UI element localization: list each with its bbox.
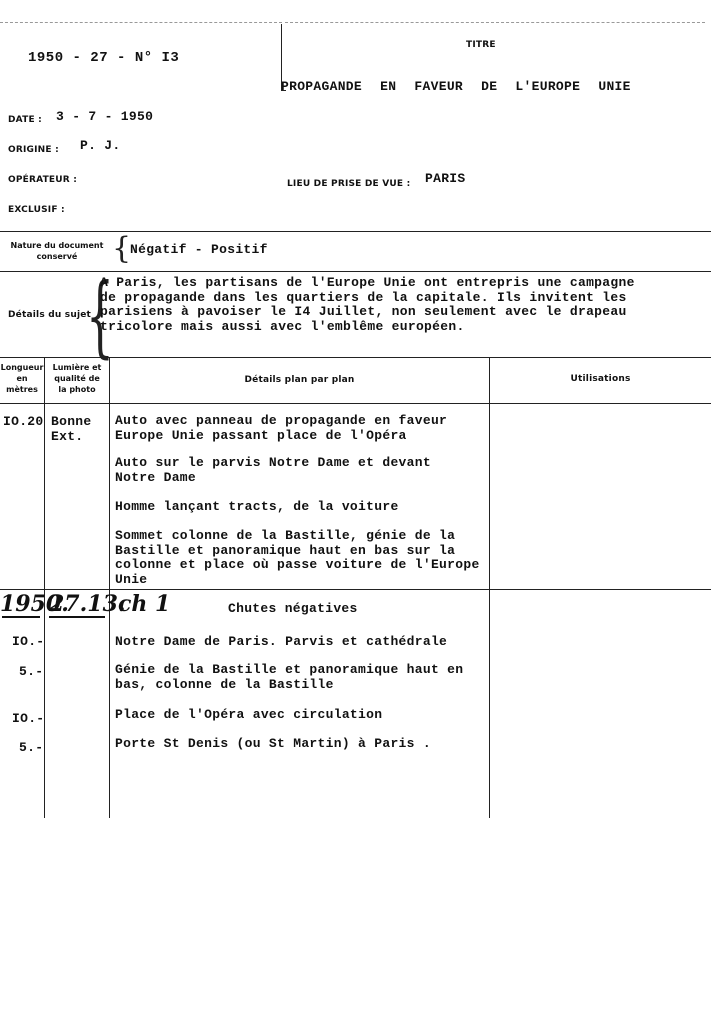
row-details bbox=[115, 737, 431, 752]
details-sujet-label: Détails du sujet bbox=[8, 310, 92, 320]
block1-line: Notre Dame bbox=[115, 469, 197, 485]
nature-label-line2: conservé bbox=[36, 252, 78, 261]
block1-line: Unie bbox=[115, 571, 148, 587]
row-line: Porte St Denis (ou St Martin) à Paris . bbox=[115, 736, 431, 751]
block1-line: Auto avec panneau de propagande en faveur bbox=[115, 413, 448, 428]
nature-brace: { bbox=[112, 231, 132, 266]
handwritten-underline bbox=[2, 616, 40, 618]
rule-nature-top bbox=[0, 231, 711, 232]
handwritten-underline bbox=[49, 616, 105, 618]
block1-lumiere-line: Ext. bbox=[51, 428, 84, 444]
handwritten-year: 1950. bbox=[0, 591, 69, 617]
block1-line: Bastille et panoramique haut en bas sur la bbox=[115, 542, 456, 558]
reference-number: 1950 - 27 - N° I3 bbox=[28, 50, 180, 66]
block1-line: Homme lançant tracts, de la voiture bbox=[115, 499, 399, 514]
header-details: Détails plan par plan bbox=[244, 375, 355, 385]
block1-lumiere-line: Bonne bbox=[51, 414, 92, 429]
nature-label bbox=[2, 240, 112, 262]
lieu-label: LIEU DE PRISE DE VUE : bbox=[287, 179, 411, 189]
block1-line: Europe Unie passant place de l'Opéra bbox=[115, 427, 407, 443]
date-label: DATE : bbox=[8, 115, 42, 125]
details-sujet-line: parisiens à pavoiser le I4 Juillet, non seulement avec le drapeau bbox=[100, 304, 627, 319]
block1-paragraph bbox=[115, 414, 447, 443]
exclusif-label: EXCLUSIF : bbox=[8, 205, 65, 215]
origine-value: P. J. bbox=[80, 138, 121, 153]
header-longueur-line: en bbox=[16, 374, 28, 383]
lieu-value: PARIS bbox=[425, 171, 466, 186]
column-rule-2 bbox=[109, 358, 110, 818]
details-sujet-line: tricolore mais aussi avec l'emblême européen. bbox=[100, 318, 465, 334]
details-sujet-brace: { bbox=[86, 264, 114, 367]
header-lumiere bbox=[45, 362, 109, 395]
row-details bbox=[115, 635, 447, 650]
header-lumiere-line: Lumière et bbox=[52, 363, 102, 372]
handwritten-number: 27.13. bbox=[49, 591, 126, 617]
rule-table-top bbox=[0, 357, 711, 358]
row-details bbox=[115, 708, 382, 723]
rule-block-separator bbox=[0, 589, 711, 590]
row-line: Génie de la Bastille et panoramique haut en bbox=[115, 662, 464, 677]
nature-label-line1: Nature du document bbox=[10, 241, 104, 250]
date-value: 3 - 7 - 1950 bbox=[56, 109, 154, 124]
header-lumiere-line: la photo bbox=[58, 385, 96, 394]
operateur-label: OPÉRATEUR : bbox=[8, 175, 78, 185]
details-sujet-text bbox=[100, 276, 635, 334]
row-line: Notre Dame de Paris. Parvis et cathédrale bbox=[115, 634, 448, 649]
origine-label: ORIGINE : bbox=[8, 145, 59, 155]
chutes-title: Chutes négatives bbox=[228, 601, 358, 616]
header-longueur-line: mètres bbox=[6, 385, 38, 394]
details-sujet-line: de propagande dans les quartiers de la capitale. Ils invitent les bbox=[100, 289, 627, 305]
block1-paragraph bbox=[115, 529, 480, 587]
block1-line: Sommet colonne de la Bastille, génie de la bbox=[115, 528, 456, 543]
top-dashed-rule bbox=[0, 22, 282, 23]
titre-value: PROPAGANDE EN FAVEUR DE L'EUROPE UNIE bbox=[281, 79, 631, 94]
block1-line: Auto sur le parvis Notre Dame et devant bbox=[115, 455, 431, 470]
header-lumiere-line: qualité de bbox=[54, 374, 100, 383]
row-longueur: IO.- bbox=[12, 634, 45, 649]
row-details bbox=[115, 663, 463, 692]
block1-paragraph bbox=[115, 500, 399, 515]
header-longueur bbox=[0, 362, 44, 395]
row-line: bas, colonne de la Bastille bbox=[115, 676, 334, 692]
block1-longueur: IO.20 bbox=[3, 414, 44, 429]
header-longueur-line: Longueur bbox=[0, 363, 44, 372]
column-rule-3 bbox=[489, 358, 490, 818]
row-longueur: IO.- bbox=[12, 711, 45, 726]
nature-value: Négatif - Positif bbox=[130, 242, 268, 257]
header-utilisations: Utilisations bbox=[570, 374, 631, 384]
top-dashed-rule-right bbox=[285, 22, 705, 23]
details-sujet-line: A Paris, les partisans de l'Europe Unie ont entrepris une campagne bbox=[100, 275, 635, 290]
titre-label: TITRE bbox=[466, 40, 496, 50]
rule-header-bottom bbox=[0, 403, 711, 404]
block1-line: colonne et place où passe voiture de l'Europe bbox=[115, 557, 480, 572]
block1-paragraph bbox=[115, 456, 431, 485]
row-longueur: 5.- bbox=[19, 664, 44, 679]
handwritten-chute: ch 1 bbox=[118, 591, 171, 617]
block1-lumiere bbox=[51, 415, 92, 444]
row-longueur: 5.- bbox=[19, 740, 44, 755]
row-line: Place de l'Opéra avec circulation bbox=[115, 707, 383, 722]
